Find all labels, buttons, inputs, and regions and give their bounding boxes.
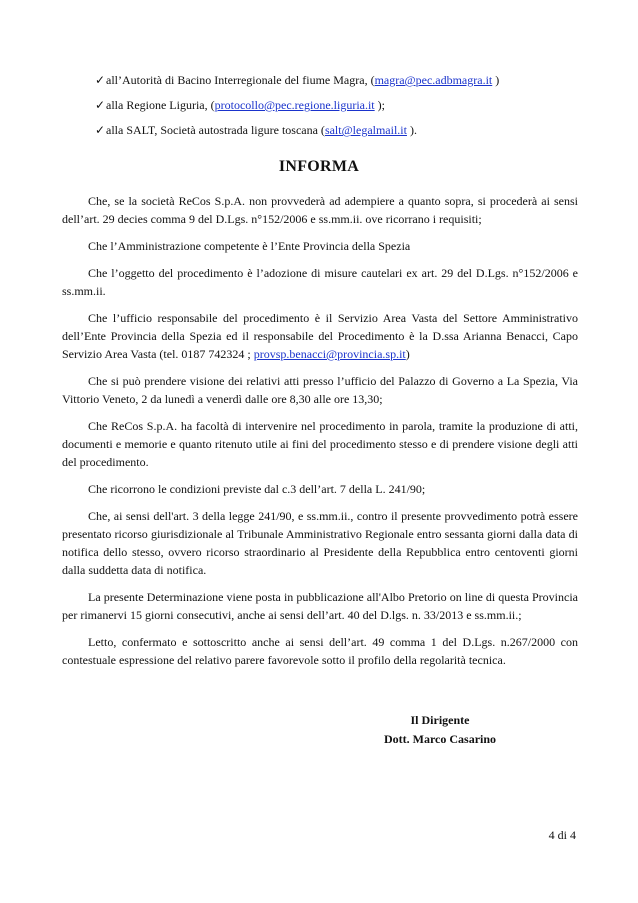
checkmark-icon: ✓ [95, 73, 106, 87]
paragraph: La presente Determinazione viene posta in pubblicazione all'Albo Pretorio on line di questa Provincia per rimanervi 15 giorni consecutivi, anche ai sensi dell’art. 40 del D.lgs. n. 33/2013 e ss.mm.ii.; [62, 590, 578, 622]
list-item-text: ). [406, 123, 417, 137]
paragraph-text: Che l’ufficio responsabile del procedimento è il Servizio Area Vasta del Settore Amministrativo dell’Ente Provincia della Spezia ed il responsabile del Procedimento è la D.ssa Arianna Benacci, Capo Servizio Area Vasta (tel. 0187 742324 ; [62, 311, 578, 361]
paragraph: Che l’Amministrazione competente è l’Ente Provincia della Spezia [88, 239, 411, 253]
signature-block [360, 711, 520, 749]
section-heading: INFORMA [278, 158, 360, 175]
page-number: 4 di 4 [548, 828, 576, 842]
paragraph: Che ricorrono le condizioni previste dal c.3 dell’art. 7 della L. 241/90; [88, 482, 426, 496]
email-link[interactable]: magra@pec.adbmagra.it [374, 73, 493, 87]
list-item [95, 122, 595, 147]
list-item-text: alla SALT, Società autostrada ligure toscana ( [106, 123, 325, 137]
list-item-text: alla Regione Liguria, ( [106, 98, 215, 112]
signatory-role: Il Dirigente [410, 713, 470, 727]
paragraph: Che ReCos S.p.A. ha facoltà di intervenire nel procedimento in parola, tramite la produzione di atti, documenti e memorie e quanto ritenuto utile ai fini del procedimento stesso e di prendere visione degli atti del procedimento. [62, 419, 578, 469]
list-item-text: ); [374, 98, 385, 112]
paragraph-text: ) [405, 347, 410, 361]
paragraph: Che, ai sensi dell'art. 3 della legge 241/90, e ss.mm.ii., contro il presente provvedimento potrà essere presentato ricorso giurisdizionale al Tribunale Amministrativo Regionale entro sessanta giorni dalla data di notifica dello stesso, ovvero ricorso straordinario al Presidente della Repubblica entro centoventi giorni dalla suddetta data di notifica. [62, 509, 578, 577]
signatory-name: Dott. Marco Casarino [383, 732, 497, 746]
paragraph: Che, se la società ReCos S.p.A. non provvederà ad adempiere a quanto sopra, si procederà ai sensi dell’art. 29 decies comma 9 del D.Lgs. n°152/2006 e ss.mm.ii. ove ricorrano i requisiti; [62, 194, 578, 226]
email-link[interactable]: provsp.benacci@provincia.sp.it [253, 347, 406, 361]
checkmark-icon: ✓ [95, 123, 106, 137]
list-item-text: all’Autorità di Bacino Interregionale del fiume Magra, ( [106, 73, 375, 87]
paragraph: Che si può prendere visione dei relativi atti presso l’ufficio del Palazzo di Governo a La Spezia, Via Vittorio Veneto, 2 da lunedì a venerdì dalle ore 8,30 alle ore 13,30; [62, 374, 578, 406]
list-item [95, 72, 595, 97]
list-item [95, 97, 595, 122]
list-item-text: ) [492, 73, 500, 87]
body-text [62, 192, 578, 678]
checkmark-icon: ✓ [95, 98, 106, 112]
paragraph [62, 309, 578, 363]
email-link[interactable]: protocollo@pec.regione.liguria.it [214, 98, 375, 112]
email-link[interactable]: salt@legalmail.it [324, 123, 407, 137]
recipient-list [95, 72, 595, 147]
paragraph: Letto, confermato e sottoscritto anche ai sensi dell’art. 49 comma 1 del D.Lgs. n.267/2000 con contestuale espressione del relativo parere favorevole sotto il profilo della regolarità tecnica. [62, 635, 578, 667]
paragraph: Che l’oggetto del procedimento è l’adozione di misure cautelari ex art. 29 del D.Lgs. n°152/2006 e ss.mm.ii. [62, 266, 578, 298]
